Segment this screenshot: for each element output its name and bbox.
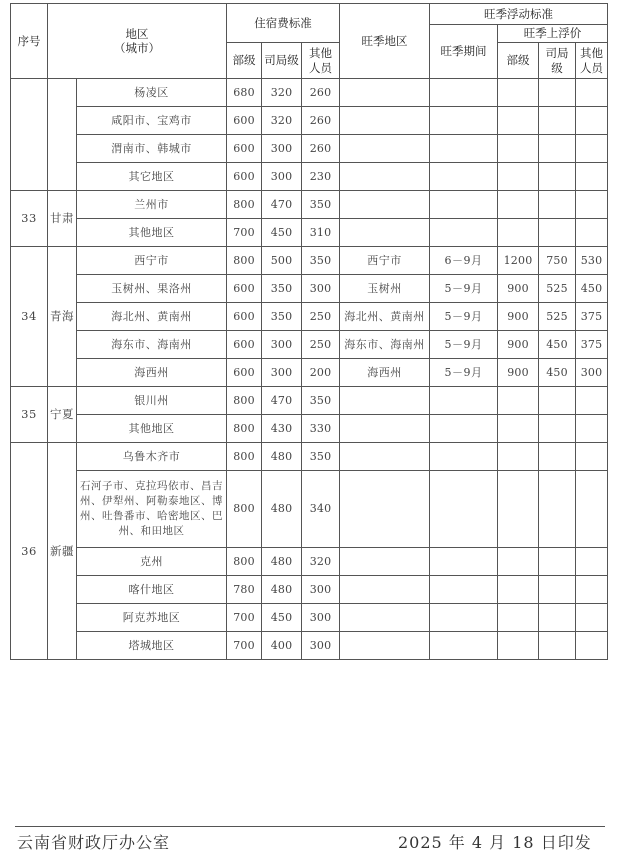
- region-cell: 克州: [77, 548, 227, 576]
- table-row: [11, 471, 608, 548]
- ministry-rate: 680: [227, 79, 262, 107]
- others-rate: 200: [302, 359, 340, 387]
- header-peak-period: 旺季期间: [430, 25, 498, 79]
- table-row: [11, 576, 608, 604]
- table-row: [11, 275, 608, 303]
- region-cell: 其它地区: [77, 163, 227, 191]
- table-row: [11, 548, 608, 576]
- bureau-rate: 480: [262, 471, 302, 548]
- peak-region-cell: 海北州、黄南州: [340, 303, 430, 331]
- bureau-rate: 350: [262, 303, 302, 331]
- others-rate: 350: [302, 443, 340, 471]
- table-row: [11, 632, 608, 660]
- ministry-rate: 700: [227, 219, 262, 247]
- group-seq-cell: [11, 79, 48, 191]
- region-cell: 其他地区: [77, 415, 227, 443]
- header-peak-float: 旺季浮动标准: [430, 4, 608, 25]
- group-seq: 33: [11, 191, 48, 247]
- table-row: [11, 107, 608, 135]
- ministry-rate: 800: [227, 443, 262, 471]
- region-cell: 海西州: [77, 359, 227, 387]
- others-rate: 250: [302, 331, 340, 359]
- header-peak-ministry: 部级: [498, 43, 539, 79]
- footer-rule: [15, 826, 605, 827]
- ministry-rate: 800: [227, 247, 262, 275]
- header-peak-region: 旺季地区: [340, 4, 430, 79]
- peak-period-cell: 5－9月: [430, 275, 498, 303]
- ministry-rate: 600: [227, 107, 262, 135]
- region-cell: 塔城地区: [77, 632, 227, 660]
- header-seq: 序号: [11, 4, 48, 79]
- header-peak-upper: 旺季上浮价: [498, 25, 608, 43]
- bureau-rate: 300: [262, 331, 302, 359]
- issue-date: 2025 年 4 月 18 日印发: [398, 833, 592, 852]
- ministry-rate: 600: [227, 359, 262, 387]
- peak-bureau-rate: 750: [539, 247, 576, 275]
- header-region: 地区 （城市）: [48, 4, 227, 79]
- bureau-rate: 350: [262, 275, 302, 303]
- region-cell: 兰州市: [77, 191, 227, 219]
- others-rate: 320: [302, 548, 340, 576]
- ministry-rate: 600: [227, 163, 262, 191]
- others-rate: 300: [302, 275, 340, 303]
- peak-region-cell: 海东市、海南州: [340, 331, 430, 359]
- peak-ministry-rate: 900: [498, 359, 539, 387]
- bureau-rate: 480: [262, 576, 302, 604]
- header-others: 其他 人员: [302, 43, 340, 79]
- table-row: [11, 331, 608, 359]
- peak-ministry-rate: 900: [498, 275, 539, 303]
- others-rate: 300: [302, 576, 340, 604]
- header-bureau: 司局级: [262, 43, 302, 79]
- bureau-rate: 300: [262, 359, 302, 387]
- bureau-rate: 320: [262, 79, 302, 107]
- others-rate: 260: [302, 135, 340, 163]
- ministry-rate: 700: [227, 632, 262, 660]
- bureau-rate: 300: [262, 163, 302, 191]
- region-cell: 喀什地区: [77, 576, 227, 604]
- ministry-rate: 800: [227, 548, 262, 576]
- group-seq: 34: [11, 247, 48, 387]
- others-rate: 340: [302, 471, 340, 548]
- peak-others-rate: 375: [576, 303, 608, 331]
- others-rate: 300: [302, 604, 340, 632]
- ministry-rate: 700: [227, 604, 262, 632]
- others-rate: 350: [302, 387, 340, 415]
- peak-others-rate: 450: [576, 275, 608, 303]
- region-cell: 西宁市: [77, 247, 227, 275]
- table-row: [11, 303, 608, 331]
- region-cell: 玉树州、果洛州: [77, 275, 227, 303]
- peak-others-rate: 300: [576, 359, 608, 387]
- others-rate: 260: [302, 79, 340, 107]
- group-province: 甘肃: [48, 191, 77, 247]
- others-rate: 230: [302, 163, 340, 191]
- peak-region-cell: 玉树州: [340, 275, 430, 303]
- region-cell: 其他地区: [77, 219, 227, 247]
- region-cell: 银川州: [77, 387, 227, 415]
- header-peak-bureau: 司局 级: [539, 43, 576, 79]
- bureau-rate: 430: [262, 415, 302, 443]
- bureau-rate: 400: [262, 632, 302, 660]
- ministry-rate: 600: [227, 275, 262, 303]
- region-cell: 石河子市、克拉玛依市、昌吉州、伊犁州、阿勒泰地区、博州、吐鲁番市、哈密地区、巴州、和田地区: [77, 471, 227, 548]
- bureau-rate: 470: [262, 191, 302, 219]
- bureau-rate: 500: [262, 247, 302, 275]
- table-row: [11, 443, 608, 471]
- region-cell: 乌鲁木齐市: [77, 443, 227, 471]
- others-rate: 260: [302, 107, 340, 135]
- peak-others-rate: 375: [576, 331, 608, 359]
- header-ministry: 部级: [227, 43, 262, 79]
- peak-bureau-rate: 450: [539, 359, 576, 387]
- accommodation-standards-table: [10, 3, 608, 660]
- others-rate: 350: [302, 247, 340, 275]
- peak-bureau-rate: 525: [539, 303, 576, 331]
- group-province: 宁夏: [48, 387, 77, 443]
- peak-bureau-rate: 450: [539, 331, 576, 359]
- others-rate: 250: [302, 303, 340, 331]
- region-cell: 海北州、黄南州: [77, 303, 227, 331]
- table-row: [11, 359, 608, 387]
- table-row: [11, 191, 608, 219]
- peak-bureau-rate: 525: [539, 275, 576, 303]
- ministry-rate: 800: [227, 415, 262, 443]
- peak-others-rate: 530: [576, 247, 608, 275]
- ministry-rate: 600: [227, 135, 262, 163]
- ministry-rate: 800: [227, 387, 262, 415]
- others-rate: 300: [302, 632, 340, 660]
- table-row: [11, 604, 608, 632]
- region-cell: 渭南市、韩城市: [77, 135, 227, 163]
- ministry-rate: 800: [227, 471, 262, 548]
- others-rate: 350: [302, 191, 340, 219]
- region-cell: 阿克苏地区: [77, 604, 227, 632]
- bureau-rate: 450: [262, 604, 302, 632]
- region-cell: 杨凌区: [77, 79, 227, 107]
- group-province-cell: [48, 79, 77, 191]
- bureau-rate: 320: [262, 107, 302, 135]
- group-province: 新疆: [48, 443, 77, 660]
- table-row: [11, 163, 608, 191]
- peak-period-cell: 5－9月: [430, 331, 498, 359]
- table-row: [11, 387, 608, 415]
- bureau-rate: 300: [262, 135, 302, 163]
- bureau-rate: 470: [262, 387, 302, 415]
- table-row: [11, 415, 608, 443]
- ministry-rate: 800: [227, 191, 262, 219]
- others-rate: 330: [302, 415, 340, 443]
- group-seq: 35: [11, 387, 48, 443]
- bureau-rate: 450: [262, 219, 302, 247]
- peak-region-cell: 西宁市: [340, 247, 430, 275]
- peak-ministry-rate: 900: [498, 331, 539, 359]
- peak-period-cell: 5－9月: [430, 303, 498, 331]
- issuer-name: 云南省财政厅办公室: [17, 833, 171, 852]
- ministry-rate: 600: [227, 303, 262, 331]
- header-lodging: 住宿费标准: [227, 4, 340, 43]
- region-cell: 海东市、海南州: [77, 331, 227, 359]
- table-row: [11, 79, 608, 107]
- region-cell: 咸阳市、宝鸡市: [77, 107, 227, 135]
- peak-period-cell: 5－9月: [430, 359, 498, 387]
- group-province: 青海: [48, 247, 77, 387]
- table-row: [11, 247, 608, 275]
- others-rate: 310: [302, 219, 340, 247]
- header-peak-others: 其他 人员: [576, 43, 608, 79]
- table-row: [11, 219, 608, 247]
- peak-ministry-rate: 1200: [498, 247, 539, 275]
- ministry-rate: 780: [227, 576, 262, 604]
- peak-ministry-rate: 900: [498, 303, 539, 331]
- bureau-rate: 480: [262, 443, 302, 471]
- peak-period-cell: 6－9月: [430, 247, 498, 275]
- peak-region-cell: 海西州: [340, 359, 430, 387]
- ministry-rate: 600: [227, 331, 262, 359]
- table-row: [11, 135, 608, 163]
- bureau-rate: 480: [262, 548, 302, 576]
- group-seq: 36: [11, 443, 48, 660]
